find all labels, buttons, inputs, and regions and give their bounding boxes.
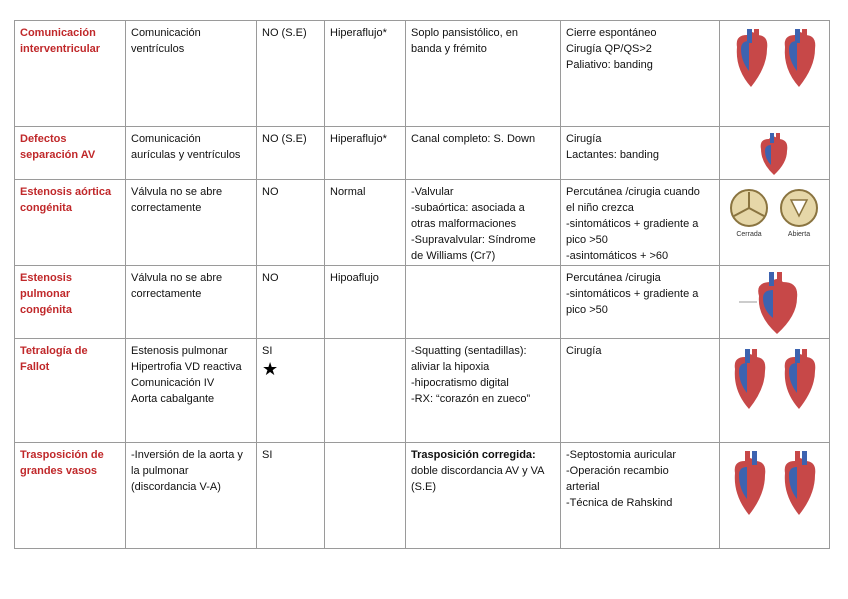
image-cell [720, 180, 830, 266]
description-cell: Comunicación aurículas y ventrículos [126, 127, 257, 180]
pulmonary-flow-cell [325, 443, 406, 549]
description-cell: Válvula no se abre correctamente [126, 180, 257, 266]
star-icon: ★ [262, 359, 279, 379]
disease-name-cell: Estenosis pulmonar congénita [15, 266, 126, 339]
svg-text:Abierta: Abierta [787, 231, 811, 238]
disease-name-cell: Defectos separación AV [15, 127, 126, 180]
cyanosis-cell: SI [257, 443, 325, 549]
cyanosis-cell: SI ★ [257, 339, 325, 443]
image-cell [720, 127, 830, 180]
image-cell [720, 266, 830, 339]
disease-name-cell: Trasposición de grandes vasos [15, 443, 126, 549]
clinical-cell: Trasposición corregida: doble discordancia AV y VA (S.E) [406, 443, 561, 549]
disease-name-cell: Estenosis aórtica congénita [15, 180, 126, 266]
heart-diagram-icon [735, 272, 815, 336]
clinical-cell: Soplo pansistólico, en banda y frémito [406, 21, 561, 127]
cyanosis-cell: NO (S.E) [257, 127, 325, 180]
heart-diagram-icon [753, 133, 797, 177]
pulmonary-flow-cell [325, 339, 406, 443]
description-cell: -Inversión de la aorta y la pulmonar (discordancia V-A) [126, 443, 257, 549]
svg-text:Cerrada: Cerrada [736, 231, 762, 238]
heart-diagram-icon [727, 27, 823, 97]
treatment-cell: Percutánea /cirugia cuando el niño crezca -sintomáticos + gradiente a pico >50 -asintomáticos + >60 [561, 180, 720, 266]
aortic-valve-icon [725, 186, 825, 238]
table-row [15, 180, 830, 266]
heart-diagram-icon [727, 449, 823, 521]
cyanosis-cell: NO [257, 266, 325, 339]
clinical-cell: -Squatting (sentadillas): aliviar la hipoxia -hipocratismo digital -RX: “corazón en zueco” [406, 339, 561, 443]
treatment-cell: -Septostomia auricular -Operación recambio arterial -Técnica de Rahskind [561, 443, 720, 549]
image-cell [720, 443, 830, 549]
table-row [15, 127, 830, 180]
table-row [15, 21, 830, 127]
disease-name-cell: Comunicación interventricular [15, 21, 126, 127]
treatment-cell: Cierre espontáneo Cirugía QP/QS>2 Paliativo: banding [561, 21, 720, 127]
cyanosis-cell: NO [257, 180, 325, 266]
pulmonary-flow-cell: Hiperaflujo* [325, 127, 406, 180]
cyanosis-cell: NO (S.E) [257, 21, 325, 127]
description-cell: Comunicación ventrículos [126, 21, 257, 127]
treatment-cell: Cirugía [561, 339, 720, 443]
pulmonary-flow-cell: Normal [325, 180, 406, 266]
table-row [15, 339, 830, 443]
image-cell [720, 21, 830, 127]
treatment-cell: Percutánea /cirugia -sintomáticos + gradiente a pico >50 [561, 266, 720, 339]
description-cell: Válvula no se abre correctamente [126, 266, 257, 339]
clinical-cell: -Valvular -subaórtica: asociada a otras malformaciones -Supravalvular: Síndrome de Williams (Cr7) [406, 180, 561, 266]
table-row [15, 443, 830, 549]
treatment-cell: Cirugía Lactantes: banding [561, 127, 720, 180]
description-cell: Estenosis pulmonar Hipertrofia VD reactiva Comunicación IV Aorta cabalgante [126, 339, 257, 443]
image-cell [720, 339, 830, 443]
table-row [15, 266, 830, 339]
clinical-cell [406, 266, 561, 339]
pulmonary-flow-cell: Hiperaflujo* [325, 21, 406, 127]
pulmonary-flow-cell: Hipoaflujo [325, 266, 406, 339]
disease-name-cell: Tetralogía de Fallot [15, 339, 126, 443]
heart-diagram-icon [727, 345, 823, 415]
clinical-cell: Canal completo: S. Down [406, 127, 561, 180]
cardiopathy-table [14, 20, 830, 549]
